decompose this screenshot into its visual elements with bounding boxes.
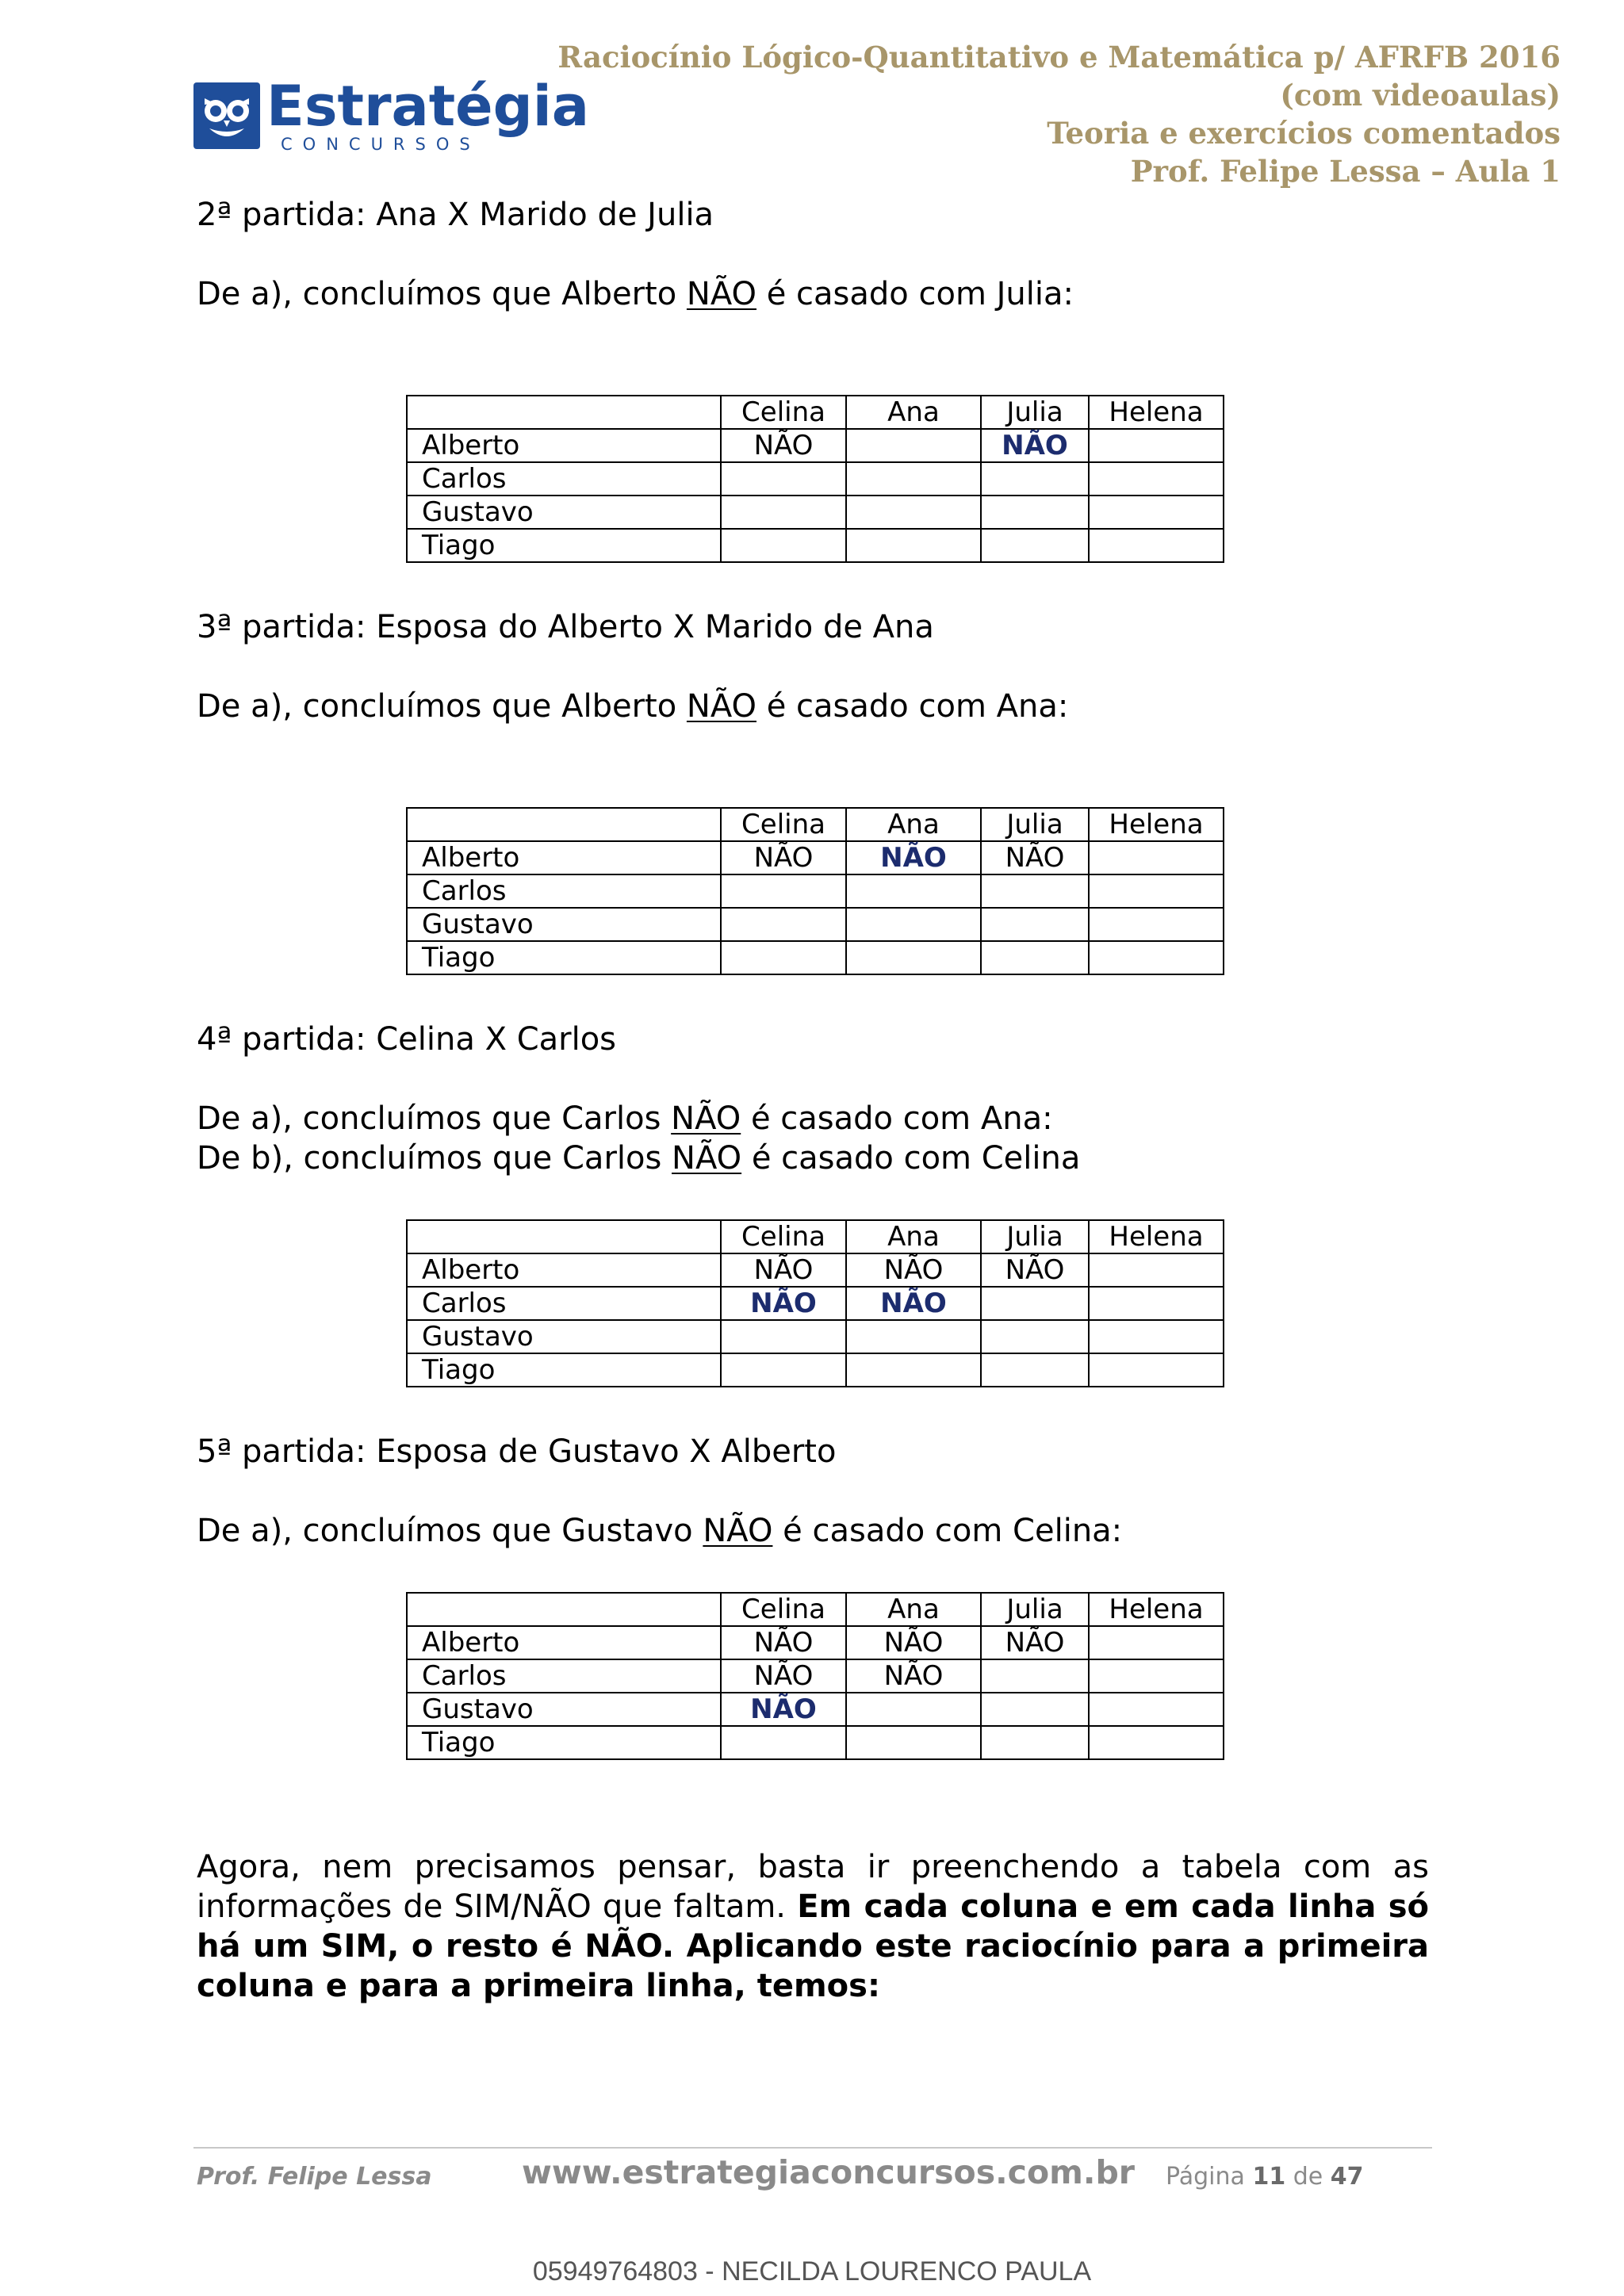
row-header: Alberto — [407, 1626, 721, 1659]
table-cell — [721, 941, 846, 974]
logo-subtitle: CONCURSOS — [281, 135, 481, 154]
table-cell: NÃO — [981, 1626, 1089, 1659]
table-cell: NÃO — [721, 1253, 846, 1287]
logo-wordmark: Estratégia — [266, 74, 589, 139]
table-cell — [846, 1726, 981, 1759]
table-cell: NÃO — [846, 1287, 981, 1320]
table-cell — [846, 462, 981, 496]
table-cell — [846, 496, 981, 529]
matching-table-2 — [406, 807, 1224, 975]
column-header: Helena — [1089, 808, 1224, 841]
conclusion-negation: NÃO — [686, 276, 756, 312]
row-header: Gustavo — [407, 1693, 721, 1726]
page-of: de — [1293, 2163, 1323, 2191]
conclusion-text: é casado com Ana: — [741, 1100, 1053, 1137]
table-row — [407, 1287, 1224, 1320]
column-header: Ana — [846, 1220, 981, 1253]
column-header: Celina — [721, 808, 846, 841]
table-cell — [1089, 462, 1224, 496]
table-cell — [721, 462, 846, 496]
conclusion-text: é casado com Celina: — [772, 1513, 1123, 1549]
table-row — [407, 941, 1224, 974]
table-cell — [721, 529, 846, 562]
footer-website-link[interactable]: www.estrategiaconcursos.com.br — [522, 2153, 1136, 2191]
table-corner-cell — [407, 1593, 721, 1626]
section-5-conclusion — [197, 1511, 1122, 1551]
page-current: 11 — [1252, 2163, 1286, 2191]
table-cell — [981, 529, 1089, 562]
table-cell — [981, 496, 1089, 529]
conclusion-negation: NÃO — [703, 1513, 773, 1549]
table-row — [407, 841, 1224, 874]
course-title-line-4: Prof. Felipe Lessa – Aula 1 — [1130, 154, 1561, 189]
matching-table-4 — [406, 1592, 1224, 1760]
table-row — [407, 1726, 1224, 1759]
table-cell — [721, 1726, 846, 1759]
row-header: Carlos — [407, 1287, 721, 1320]
section-3-title: 3ª partida: Esposa do Alberto X Marido de Ana — [197, 609, 934, 645]
table-cell — [846, 908, 981, 941]
table-cell — [1089, 529, 1224, 562]
table-cell — [981, 941, 1089, 974]
row-header: Alberto — [407, 429, 721, 462]
table-cell: NÃO — [846, 1626, 981, 1659]
table-cell — [981, 1693, 1089, 1726]
table-cell: NÃO — [721, 1626, 846, 1659]
conclusion-text: é casado com Celina — [741, 1140, 1081, 1177]
table-cell: NÃO — [846, 1253, 981, 1287]
closing-bold-text: Em cada coluna e em cada linha só há um SIM, o resto é NÃO. Aplicando este raciocínio para a primeira coluna e para a primeira linha, temos: — [197, 1888, 1429, 2004]
table-cell — [721, 874, 846, 908]
row-header: Carlos — [407, 462, 721, 496]
column-header: Helena — [1089, 1220, 1224, 1253]
conclusion-negation: NÃO — [672, 1140, 742, 1177]
table-header-row — [407, 1220, 1224, 1253]
estrategia-logo — [193, 74, 589, 157]
page-label: Página — [1166, 2163, 1245, 2191]
table-corner-cell — [407, 396, 721, 429]
column-header: Celina — [721, 1593, 846, 1626]
table-cell — [1089, 908, 1224, 941]
table-cell — [846, 874, 981, 908]
table-cell — [981, 1353, 1089, 1387]
table-cell — [846, 1693, 981, 1726]
table-cell — [1089, 1320, 1224, 1353]
table-cell — [1089, 1726, 1224, 1759]
license-watermark: 05949764803 - NECILDA LOURENCO PAULA — [532, 2256, 1092, 2286]
closing-paragraph — [197, 1847, 1429, 2006]
table-cell — [1089, 941, 1224, 974]
table-cell — [981, 1287, 1089, 1320]
table-row — [407, 874, 1224, 908]
row-header: Tiago — [407, 941, 721, 974]
conclusion-text: De a), concluímos que Gustavo — [197, 1513, 703, 1549]
table-cell — [721, 908, 846, 941]
row-header: Alberto — [407, 841, 721, 874]
table-header-row — [407, 1593, 1224, 1626]
matching-table-3 — [406, 1219, 1224, 1387]
table-cell: NÃO — [721, 1287, 846, 1320]
row-header: Gustavo — [407, 496, 721, 529]
conclusion-text: De a), concluímos que Carlos — [197, 1100, 672, 1137]
table-row — [407, 1693, 1224, 1726]
conclusion-text: De a), concluímos que Alberto — [197, 688, 687, 725]
table-cell — [981, 874, 1089, 908]
section-3-conclusion — [197, 687, 1068, 726]
table-cell: NÃO — [981, 429, 1089, 462]
row-header: Carlos — [407, 874, 721, 908]
table-cell — [1089, 496, 1224, 529]
footer-page-number — [1166, 2163, 1364, 2191]
section-5-title: 5ª partida: Esposa de Gustavo X Alberto — [197, 1433, 837, 1470]
course-title-line-2: (com videoaulas) — [1280, 78, 1561, 113]
table-cell: NÃO — [721, 841, 846, 874]
section-4-title: 4ª partida: Celina X Carlos — [197, 1021, 617, 1058]
section-4-conclusion-a — [197, 1099, 1053, 1138]
row-header: Tiago — [407, 1353, 721, 1387]
table-corner-cell — [407, 1220, 721, 1253]
table-cell — [1089, 429, 1224, 462]
column-header: Julia — [981, 808, 1089, 841]
table-cell — [721, 1353, 846, 1387]
table-header-row — [407, 396, 1224, 429]
row-header: Gustavo — [407, 1320, 721, 1353]
closing-normal-text: Agora, nem precisamos pensar, basta ir preenchendo a tabela com as informações de SIM/NÃO que faltam. — [197, 1849, 1429, 1925]
table-cell — [1089, 1287, 1224, 1320]
table-cell: NÃO — [721, 429, 846, 462]
column-header: Julia — [981, 1220, 1089, 1253]
table-cell — [721, 1320, 846, 1353]
table-row — [407, 908, 1224, 941]
table-cell — [981, 1726, 1089, 1759]
section-2-conclusion — [197, 274, 1074, 314]
page-total: 47 — [1330, 2163, 1364, 2191]
table-row — [407, 1659, 1224, 1693]
course-title-line-3: Teoria e exercícios comentados — [1047, 116, 1561, 151]
table-row — [407, 462, 1224, 496]
table-cell — [1089, 1253, 1224, 1287]
section-4-conclusion-b — [197, 1138, 1080, 1178]
table-cell — [846, 529, 981, 562]
table-row — [407, 429, 1224, 462]
row-header: Tiago — [407, 529, 721, 562]
table-row — [407, 1253, 1224, 1287]
conclusion-negation: NÃO — [686, 688, 756, 725]
table-cell — [846, 429, 981, 462]
matching-table-1 — [406, 395, 1224, 563]
owl-logo-icon — [193, 82, 260, 149]
table-cell — [846, 1320, 981, 1353]
conclusion-negation: NÃO — [671, 1100, 741, 1137]
table-cell — [1089, 1693, 1224, 1726]
table-cell — [981, 462, 1089, 496]
footer-divider — [193, 2147, 1432, 2149]
table-cell — [1089, 1659, 1224, 1693]
column-header: Julia — [981, 396, 1089, 429]
table-row — [407, 496, 1224, 529]
table-cell — [1089, 1626, 1224, 1659]
table-row — [407, 1320, 1224, 1353]
column-header: Celina — [721, 396, 846, 429]
table-cell — [846, 941, 981, 974]
course-header — [557, 38, 1561, 190]
column-header: Ana — [846, 396, 981, 429]
table-cell: NÃO — [721, 1659, 846, 1693]
table-cell — [846, 1353, 981, 1387]
table-cell — [981, 1659, 1089, 1693]
table-cell — [981, 1320, 1089, 1353]
row-header: Alberto — [407, 1253, 721, 1287]
conclusion-text: é casado com Julia: — [756, 276, 1074, 312]
column-header: Helena — [1089, 1593, 1224, 1626]
column-header: Celina — [721, 1220, 846, 1253]
column-header: Helena — [1089, 396, 1224, 429]
footer-author: Prof. Felipe Lessa — [197, 2163, 432, 2191]
column-header: Ana — [846, 1593, 981, 1626]
row-header: Tiago — [407, 1726, 721, 1759]
conclusion-text: De b), concluímos que Carlos — [197, 1140, 672, 1177]
table-cell: NÃO — [981, 1253, 1089, 1287]
table-row — [407, 529, 1224, 562]
table-row — [407, 1626, 1224, 1659]
table-cell — [1089, 1353, 1224, 1387]
table-cell: NÃO — [981, 841, 1089, 874]
conclusion-text: De a), concluímos que Alberto — [197, 276, 687, 312]
course-title-line-1: Raciocínio Lógico-Quantitativo e Matemática p/ AFRFB 2016 — [557, 40, 1561, 75]
table-cell: NÃO — [721, 1693, 846, 1726]
column-header: Julia — [981, 1593, 1089, 1626]
table-cell — [721, 496, 846, 529]
table-cell — [1089, 874, 1224, 908]
conclusion-text: é casado com Ana: — [756, 688, 1069, 725]
table-corner-cell — [407, 808, 721, 841]
row-header: Carlos — [407, 1659, 721, 1693]
column-header: Ana — [846, 808, 981, 841]
table-cell — [1089, 841, 1224, 874]
section-2-title: 2ª partida: Ana X Marido de Julia — [197, 197, 714, 233]
table-cell — [981, 908, 1089, 941]
row-header: Gustavo — [407, 908, 721, 941]
table-cell: NÃO — [846, 841, 981, 874]
table-header-row — [407, 808, 1224, 841]
table-row — [407, 1353, 1224, 1387]
table-cell: NÃO — [846, 1659, 981, 1693]
